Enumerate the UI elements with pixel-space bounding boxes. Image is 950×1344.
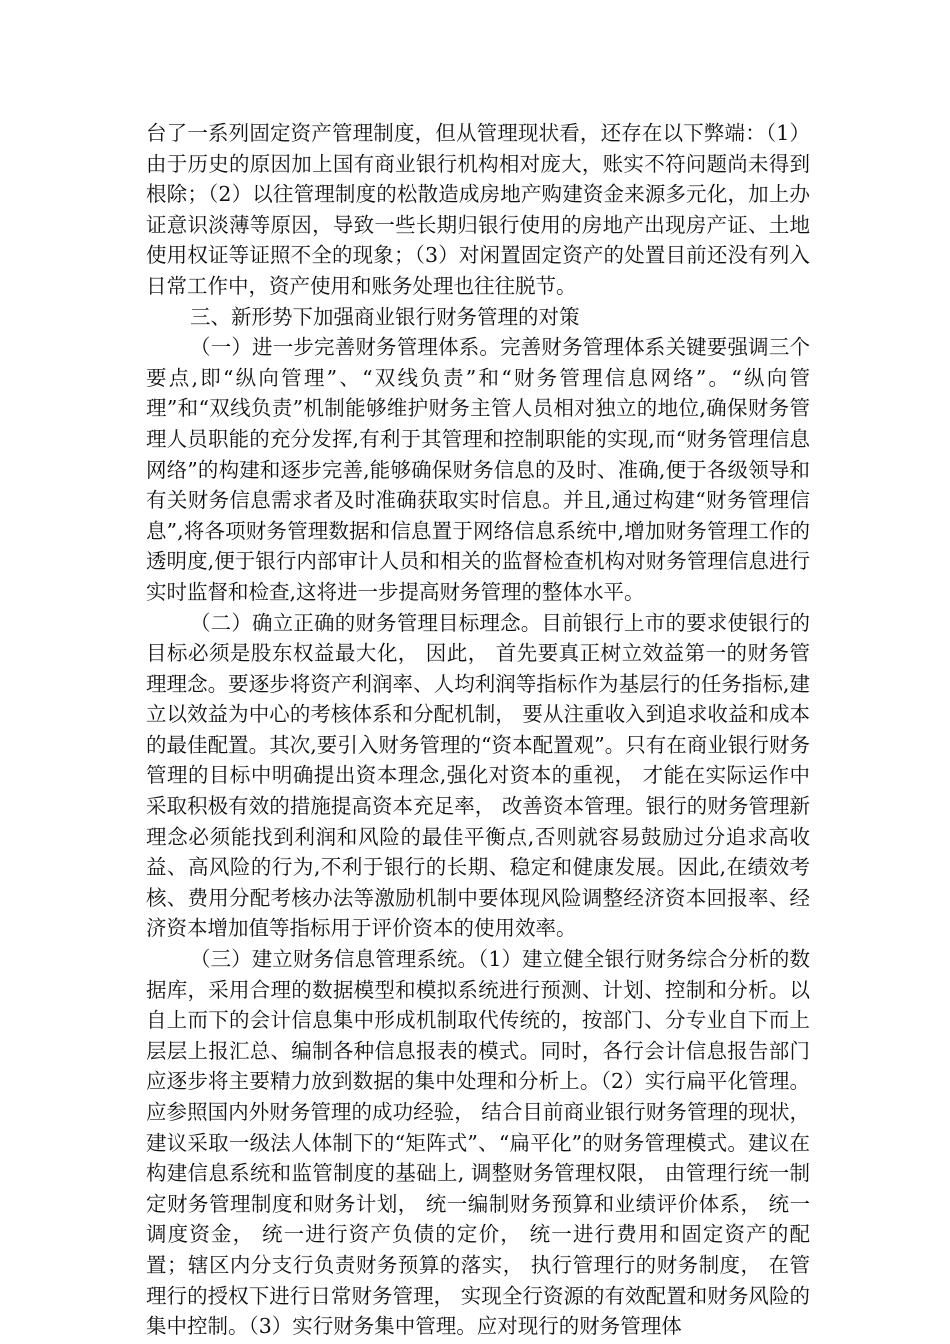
paragraph-management-system: （一）进一步完善财务管理体系。完善财务管理体系关键要强调三个要点,即“纵向管理”、“双线负责”和“财务管理信息网络”。“纵向管理”和“双线负责”机制能够维护财务主管人员相对独立的地位,确保财务管理人员职能的充分发挥,有利于其管理和控制职能的实现,而“财务管理信息网络”的构建和逐步完善,能够确保财务信息的及时、准确,便于各级领导和有关财务信息需求者及时准确获取实时信息。并且,通过构建“财务管理信息”,将各项财务管理数据和信息置于网络信息系统中,增加财务管理工作的透明度,便于银行内部审计人员和相关的监督检查机构对财务管理信息进行实时监督和检查,这将进一步提高财务管理的整体水平。 [146, 335, 810, 604]
paragraph-fixed-assets: 台了一系列固定资产管理制度，但从管理现状看，还存在以下弊端：（1）由于历史的原因加上国有商业银行机构相对庞大，账实不符问题尚未得到根除；（2）以往管理制度的松散造成房地产购建资金来源多元化，加上办证意识淡薄等原因，导致一些长期归银行使用的房地产出现房产证、土地使用权证等证照不全的现象；（3）对闲置固定资产的处置目前还没有列入日常工作中，资产使用和账务处理也往往脱节。 [146, 121, 810, 298]
section-heading: 三、新形势下加强商业银行财务管理的对策 [190, 304, 580, 329]
paragraph-information-system: （三）建立财务信息管理系统。（1）建立健全银行财务综合分析的数据库，采用合理的数据模型和模拟系统进行预测、计划、控制和分析。以自上而下的会计信息集中形成机制取代传统的，按部门、分专业自下而上层层上报汇总、编制各种信息报表的模式。同时，各行会计信息报告部门应逐步将主要精力放到数据的集中处理和分析上。（2）实行扁平化管理。应参照国内外财务管理的成功经验， 结合目前商业银行财务管理的现状， 建议采取一级法人体制下的“矩阵式”、“扁平化”的财务管理模式。建议在构建信息系统和监管制度的基础上, 调整财务管理权限， 由管理行统一制定财务管理制度和财务计划， 统一编制财务预算和业绩评价体系， 统一调度资金， 统一进行资产负债的定价， 统一进行费用和固定资产的配置；辖区内分支行负责财务预算的落实， 执行管理行的财务制度， 在管理行的授权下进行日常财务管理， 实现全行资源的有效配置和财务风险的集中控制。（3）实行财务集中管理。应对现行的财务管理体 [146, 947, 810, 1339]
document-page [146, 118, 810, 1342]
paragraph-management-goals: （二）确立正确的财务管理目标理念。目前银行上市的要求使银行的目标必须是股东权益最大化， 因此， 首先要真正树立效益第一的财务管理理念。要逐步将资产利润率、人均利润等指标作为基层行的任务指标,建立以效益为中心的考核体系和分配机制， 要从注重收入到追求收益和成本的最佳配置。其次,要引入财务管理的“资本配置观”。只有在商业银行财务管理的目标中明确提出资本理念,强化对资本的重视， 才能在实际运作中采取积极有效的措施提高资本充足率， 改善资本管理。银行的财务管理新理念必须能找到利润和风险的最佳平衡点,否则就容易鼓励过分追求高收益、高风险的行为,不利于银行的长期、稳定和健康发展。因此,在绩效考核、费用分配考核办法等激励机制中要体现风险调整经济资本回报率、经济资本增加值等指标用于评价资本的使用效率。 [146, 610, 810, 941]
